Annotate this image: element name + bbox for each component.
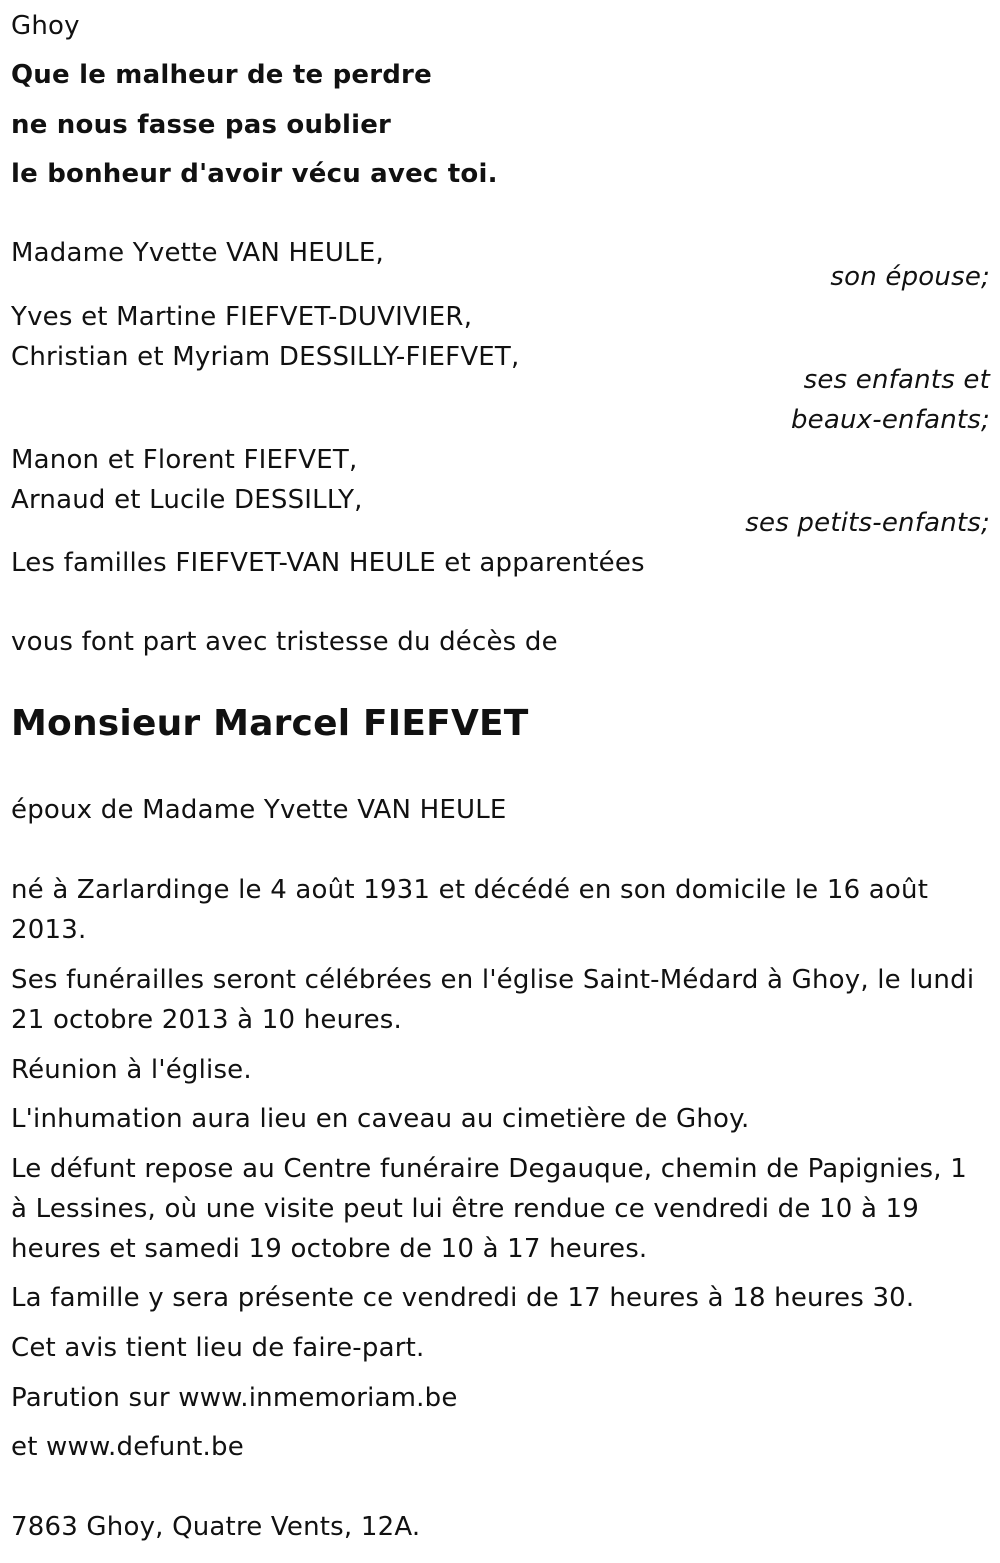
- funeral-line-2: 21 octobre 2013 à 10 heures.: [11, 1005, 402, 1035]
- meeting-line: Réunion à l'église.: [11, 1055, 252, 1085]
- child-name-1: Yves et Martine FIEFVET-DUVIVIER,: [11, 302, 473, 332]
- poem-line-2: ne nous fasse pas oublier: [11, 110, 392, 140]
- rest-line-1: Le défunt repose au Centre funéraire Degauque, chemin de Papignies, 1: [11, 1154, 967, 1184]
- rest-line-2: à Lessines, où une visite peut lui être rendue ce vendredi de 10 à 19: [11, 1194, 920, 1224]
- burial-line: L'inhumation aura lieu en caveau au cimetière de Ghoy.: [11, 1104, 750, 1134]
- funeral-line-1: Ses funérailles seront célébrées en l'église Saint-Médard à Ghoy, le lundi: [11, 965, 975, 995]
- birth-death-line-1: né à Zarlardinge le 4 août 1931 et décédé en son domicile le 16 août: [11, 875, 929, 905]
- publication-line-1: Parution sur www.inmemoriam.be: [11, 1383, 458, 1413]
- publication-line-2: et www.defunt.be: [11, 1432, 244, 1462]
- poem-line-3: le bonheur d'avoir vécu avec toi.: [11, 159, 498, 189]
- spouse-role: son épouse;: [830, 262, 990, 292]
- address-line: 7863 Ghoy, Quatre Vents, 12A.: [11, 1512, 421, 1542]
- grandchild-name-1: Manon et Florent FIEFVET,: [11, 445, 358, 475]
- children-role-line-2: beaux-enfants;: [790, 405, 990, 435]
- announcement-line: vous font part avec tristesse du décès de: [11, 627, 558, 657]
- children-role-line-1: ses enfants et: [803, 365, 990, 395]
- deceased-name: Monsieur Marcel FIEFVET: [11, 703, 529, 744]
- grandchildren-role: ses petits-enfants;: [745, 508, 990, 538]
- location-header: Ghoy: [11, 11, 80, 41]
- child-name-2: Christian et Myriam DESSILLY-FIEFVET,: [11, 342, 520, 372]
- spouse-name: Madame Yvette VAN HEULE,: [11, 238, 384, 268]
- families-line: Les familles FIEFVET-VAN HEULE et apparentées: [11, 548, 645, 578]
- grandchild-name-2: Arnaud et Lucile DESSILLY,: [11, 485, 363, 515]
- poem-line-1: Que le malheur de te perdre: [11, 60, 432, 90]
- notice-line: Cet avis tient lieu de faire-part.: [11, 1333, 425, 1363]
- birth-death-line-2: 2013.: [11, 915, 87, 945]
- presence-line: La famille y sera présente ce vendredi de 17 heures à 18 heures 30.: [11, 1283, 915, 1313]
- rest-line-3: heures et samedi 19 octobre de 10 à 17 heures.: [11, 1234, 648, 1264]
- spouse-of-line: époux de Madame Yvette VAN HEULE: [11, 795, 507, 825]
